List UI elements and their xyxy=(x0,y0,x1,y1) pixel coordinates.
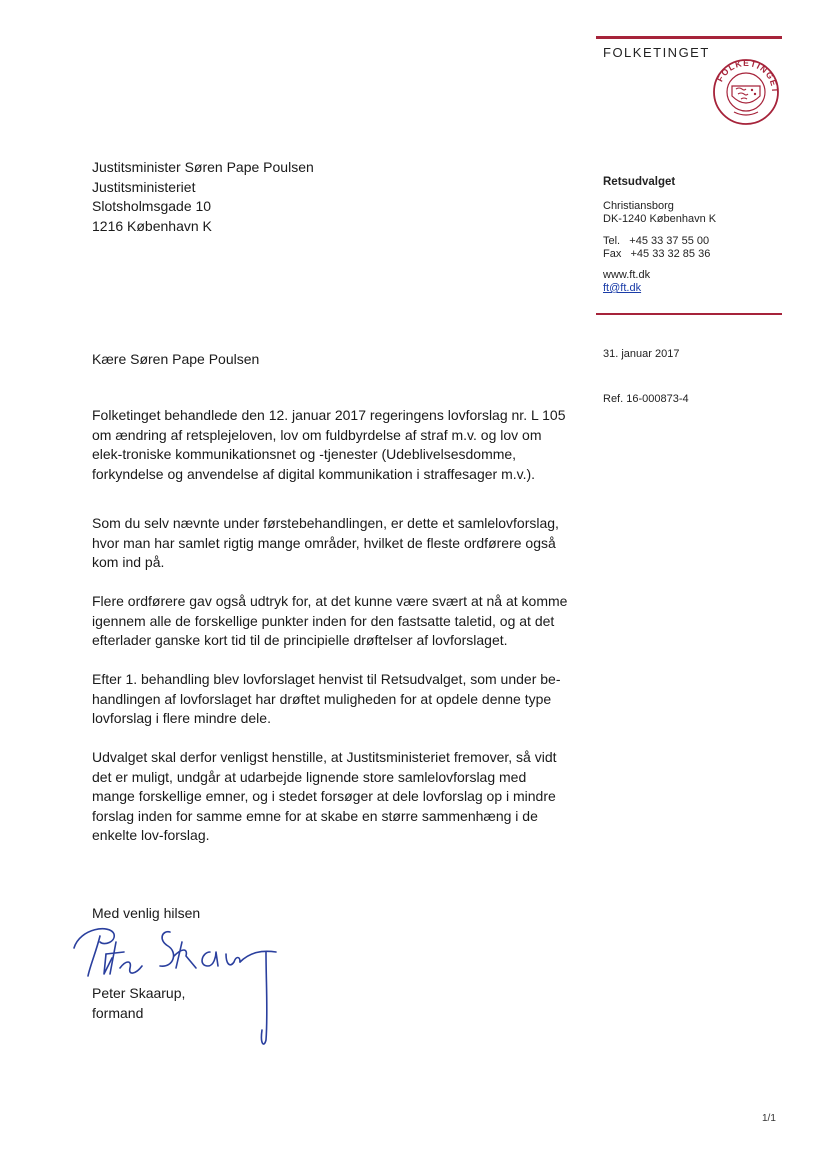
signer-block xyxy=(92,984,185,1023)
folketinget-seal-logo xyxy=(712,58,780,126)
brand-name: FOLKETINGET xyxy=(603,45,710,60)
recipient-line: Slotsholmsgade 10 xyxy=(92,198,212,214)
sender-address-line: Christiansborg xyxy=(603,200,674,212)
signer-name: Peter Skaarup, xyxy=(92,985,186,1001)
sender-address xyxy=(603,200,716,226)
body-paragraph: Flere ordførere gav også udtryk for, at det kunne være svært at nå at komme igennem alle de forskellige punkter inden for den fastsatte taletid, og at det efterlader ganske kort tid til de principielle drøftelser af lovforslaget. xyxy=(92,593,568,648)
body-paragraph: Udvalget skal derfor venligst henstille, at Justitsministeriet fremover, så vidt det er muligt, undgår at udarbejde lignende store samlelovforslag med mange forskellige emner, og i stedet forsøger at dele lovforslag op i mindre forslag inden for samme emne for at skabe en større sammenhæng i de enkelte lov-forslag. xyxy=(92,749,557,843)
letter-date: 31. januar 2017 xyxy=(603,348,680,360)
recipient-address xyxy=(92,158,314,236)
recipient-line: 1216 København K xyxy=(92,217,212,234)
handwritten-signature xyxy=(70,912,290,1052)
reference-number: Ref. 16-000873-4 xyxy=(603,393,689,405)
sender-web xyxy=(603,269,650,295)
recipient-line: Justitsministeriet xyxy=(92,178,196,195)
sender-phone xyxy=(603,235,710,261)
sidebar-rule xyxy=(596,313,782,315)
svg-text:FOLKETINGET: FOLKETINGET xyxy=(714,58,780,94)
salutation: Kære Søren Pape Poulsen xyxy=(92,351,260,367)
header-rule xyxy=(596,36,782,39)
body-paragraph: Folketinget behandlede den 12. januar 2017 regeringens lovforslag nr. L 105 om ændring af retsplejeloven, lov om fuldbyrdelse af straf m.v. og lov om elek-troniske kommunikationsnet og -tjenester (Udeblivelsesdomme, forkyndelse og anvendelse af digital kommunikation i straffesager m.v.). xyxy=(92,407,566,482)
page-number: 1/1 xyxy=(762,1113,776,1124)
body-paragraph: Som du selv nævnte under førstebehandlingen, er dette et samlelovforslag, hvor man har samlet rigtig mange områder, hvilket de fleste ordførere også kom ind på. xyxy=(92,515,559,570)
fax-number: Fax +45 33 32 85 36 xyxy=(603,248,711,260)
website-text: www.ft.dk xyxy=(603,269,651,281)
telephone-number: Tel. +45 33 37 55 00 xyxy=(603,235,710,247)
signer-title: formand xyxy=(92,1004,144,1021)
sender-address-line: DK-1240 København K xyxy=(603,213,717,225)
recipient-line: Justitsminister Søren Pape Poulsen xyxy=(92,159,314,175)
committee-name: Retsudvalget xyxy=(603,176,676,188)
body-paragraph: Efter 1. behandling blev lovforslaget henvist til Retsudvalget, som under be-handlingen af lovforslaget har drøftet muligheden for at opdele denne type lovforslag i flere mindre dele. xyxy=(92,671,561,726)
email-link[interactable]: ft@ft.dk xyxy=(603,282,642,294)
closing-phrase: Med venlig hilsen xyxy=(92,905,201,921)
